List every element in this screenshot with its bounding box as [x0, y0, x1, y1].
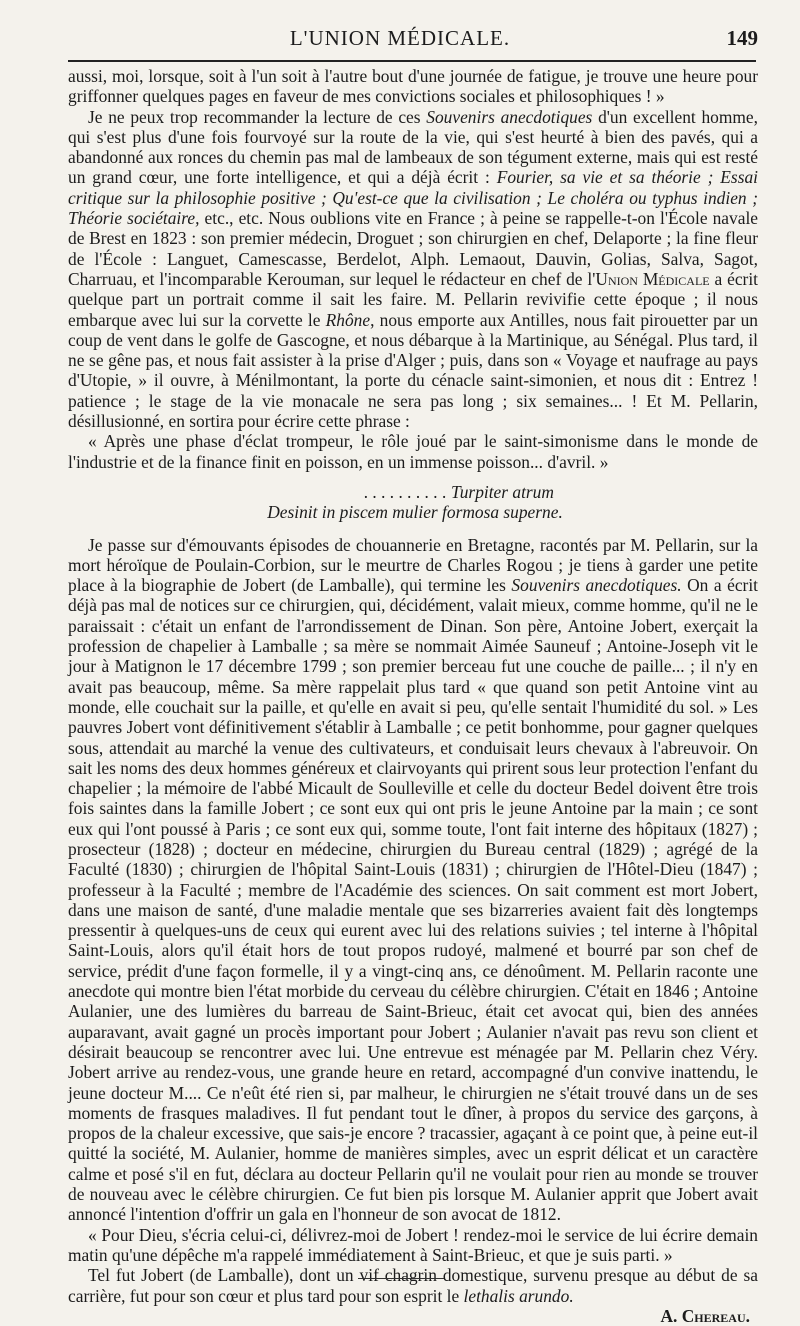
verse-line-2: Desinit in piscem mulier formosa superne. — [267, 502, 563, 523]
p6-lethalis-arundo: lethalis arundo. — [463, 1285, 574, 1306]
paragraph-3-quote: « Après une phase d'éclat trompeur, le rôle joué par le saint-simonisme dans le monde de l'industrie et de la finance finit en poisson, en un immense poisson... d'avril. » — [68, 431, 758, 472]
p2-text-a: Je ne peux trop recommander la lecture de ces — [88, 106, 427, 127]
p4-text-a: Je passe sur d'émouvants épisodes de chouannerie en Bretagne, racontés par M. Pellarin, sur la mort héroïque de Poulain-Corbion, sur le meurtre de Charles Rogou ; je tiens à garder une petite place à la biographie de Jobert (de Lamballe), qui termine les — [68, 534, 758, 596]
article-body — [68, 66, 758, 1326]
paragraph-6 — [68, 1265, 758, 1306]
paragraph-4 — [68, 535, 758, 1225]
p2-works-list: Fourier, sa vie et sa théorie ; Essai critique sur la philosophie positive ; Qu'est-ce que la civilisation ; Le choléra ou typhus indien ; Théorie sociétaire, — [68, 167, 758, 229]
verse-line-1: . . . . . . . . . . Turpiter atrum — [364, 481, 554, 502]
journal-title: L'UNION MÉDICALE. — [289, 26, 511, 50]
running-head — [0, 26, 800, 56]
p2-text-i: , nous emporte aux Antilles, nous fait pirouetter par un coup de vent dans le golfe de Gascogne, et nous débarque à la Martinique, au Sénégal. Plus tard, il ne se gêne pas, et nous fait assister à la prise d'Alger ; puis, dans son « Voyage et naufrage au pays d'Utopie, » il ouvre, à Ménilmontant, la porte du cénacle saint-simonien, et nous dit : Entrez ! patience ; le stage de la vie monacale ne sera pas long ; six semaines... ! Et M. Pellarin, désillusionné, en sortira pour écrire cette phrase : — [68, 309, 758, 432]
p2-title-souvenirs: Souvenirs anecdotiques — [426, 106, 593, 127]
p2-text-c: d'un excellent homme, qui s'est plus d'une fois fourvoyé sur la route de la vie, qui s'est heurté à bien des pavés, qui a abandonné aux ronces du chemin pas mal de lambeaux de son tégument externe, mais qui est resté un grand cœur, une forte intelligence, et qui a déjà écrit : — [68, 106, 758, 188]
p2-rhone: Rhône — [325, 309, 371, 330]
p4-title-souvenirs: Souvenirs anecdotiques. — [511, 575, 682, 596]
paragraph-2 — [68, 107, 758, 432]
p2-union-medicale: Union Médicale — [595, 268, 710, 289]
closing-rule — [358, 1278, 444, 1279]
page-number: 149 — [726, 26, 758, 50]
p4-text-c: On a écrit déjà pas mal de notices sur ce chirurgien, qui, décidément, valait mieux, comme homme, qu'il ne le paraissait : c'était un enfant de l'arrondissement de Dinan. Son père, Antoine Jobert, exerçait la profession de chapelier à Lamballe ; sa mère se nommait Aimée Sauneuf ; Antoine-Joseph vit le jour à Matignon le 17 décembre 1799 ; son premier berceau fut une couche de paille... ; il n'y en avait pas beaucoup, même. Sa mère rappelait plus tard « que quand son petit Antoine vint au monde, elle couchait sur la paille, et qu'elle en avait si peu, qu'elle sentait l'humidité du sol. » Les pauvres Jobert vont définitivement s'établir à Lamballe ; ce petit bonhomme, pour gagner quelques sous, attendait au marché la venue des cultivateurs, et conduisait leurs chevaux à l'abreuvoir. On sait les noms des deux hommes généreux et clairvoyants qui prirent sous leur protection l'enfant du chapelier ; la mémoire de l'abbé Micault de Soulleville et celle du docteur Bedel doivent être trois fois saintes dans la famille Jobert ; ce sont eux qui ont pris le jeune Antoine par la main ; ce sont eux qui l'ont poussé à Paris ; ce sont eux qui, somme toute, l'ont fait interne des hôpitaux (1827) ; prosecteur (1828) ; docteur en médecine, chirurgien du Bureau central (1829) ; agrégé de la Faculté (1830) ; chirurgien de l'hôpital Saint-Louis (1831) ; chirurgien de l'Hôtel-Dieu (1847) ; professeur à la Faculté ; membre de l'Académie des sciences. On sait comment est mort Jobert, dans une maison de santé, d'une maladie mentale que ses bizarreries avaient fait dès longtemps pressentir à quelques-uns de ceux qui eurent avec lui des relations suivies ; tel interne à l'hôpital Saint-Louis, alors qu'il était hors de tout propos rudoyé, malmené et bourré par son chef de service, prédit d'une façon formelle, il y a vingt-cinq ans, ce dénoûment. M. Pellarin raconte une anecdote qui montre bien l'état morbide du cerveau du célèbre chirurgien. C'était en 1846 ; Antoine Aulanier, une des lumières du barreau de Saint-Brieuc, était cet avocat qui, bien des années auparavant, avait gagné un procès important pour Jobert ; Aulanier n'avait pas revu son client et désirait beaucoup se rencontrer avec lui. Une entrevue est ménagée par M. Pellarin chez Véry. Jobert arrive au rendez-vous, une grande heure en retard, accompagné d'un convive inattendu, le jeune docteur M.... Ce n'eût été rien si, par malheur, le chirurgien ne s'était trouvé dans un de ses moments de frasques maladives. Il fut pendant tout le dîner, à propos du service des garçons, à propos de la chaleur excessive, que sais-je encore ? tracassier, agaçant à ce point que, à peine eut-il quitté la société, M. Aulanier, homme de manières simples, avec un esprit délicat et un caractère calme et posé s'il en fut, déclara au docteur Pellarin qu'il ne voulait pour rien au monde se trouver de nouveau avec le célèbre chirurgien. Ce fut bien pis lorsque M. Aulanier apprit que Jobert avait annoncé l'intention d'offrir un gala en l'honneur de son avocat de 1812. — [68, 575, 759, 1225]
paragraph-1: aussi, moi, lorsque, soit à l'un soit à l'autre bout d'une journée de fatigue, je trouve une heure pour griffonner quelques pages en faveur de mes convictions sociales et philosophiques ! » — [68, 66, 758, 107]
p2-text-g: a écrit quelque part un portrait comme il sait les faire. M. Pellarin revivifie cette époque ; il nous embarque avec lui sur la corvette le — [68, 268, 759, 330]
author-signature: A. Chereau. — [660, 1305, 750, 1326]
latin-verses — [68, 482, 758, 523]
p6-text-a: Tel fut Jobert (de Lamballe), dont un vif chagrin domestique, survenu presque au début de sa carrière, fut pour son cœur et plus tard pour son esprit le — [68, 1265, 758, 1306]
paragraph-5-quote: « Pour Dieu, s'écria celui-ci, délivrez-moi de Jobert ! rendez-moi le service de lui écrire demain matin qu'une dépêche m'a rappelé immédiatement à Saint-Brieuc, et que je suis parti. » — [68, 1224, 758, 1265]
header-rule — [68, 60, 756, 62]
p2-text-e: etc., etc. Nous oublions vite en France ; à peine se rappelle-t-on l'École navale de Brest en 1823 : son premier médecin, Droguet ; son chirurgien en chef, Delaporte ; la fine fleur de l'École : Languet, Camescasse, Berdelot, Alph. Lemaout, Dauvin, Golias, Salva, Sagot, Charruau, et l'incomparable Kerouman, sur lequel le rédacteur en chef de l' — [68, 208, 758, 289]
